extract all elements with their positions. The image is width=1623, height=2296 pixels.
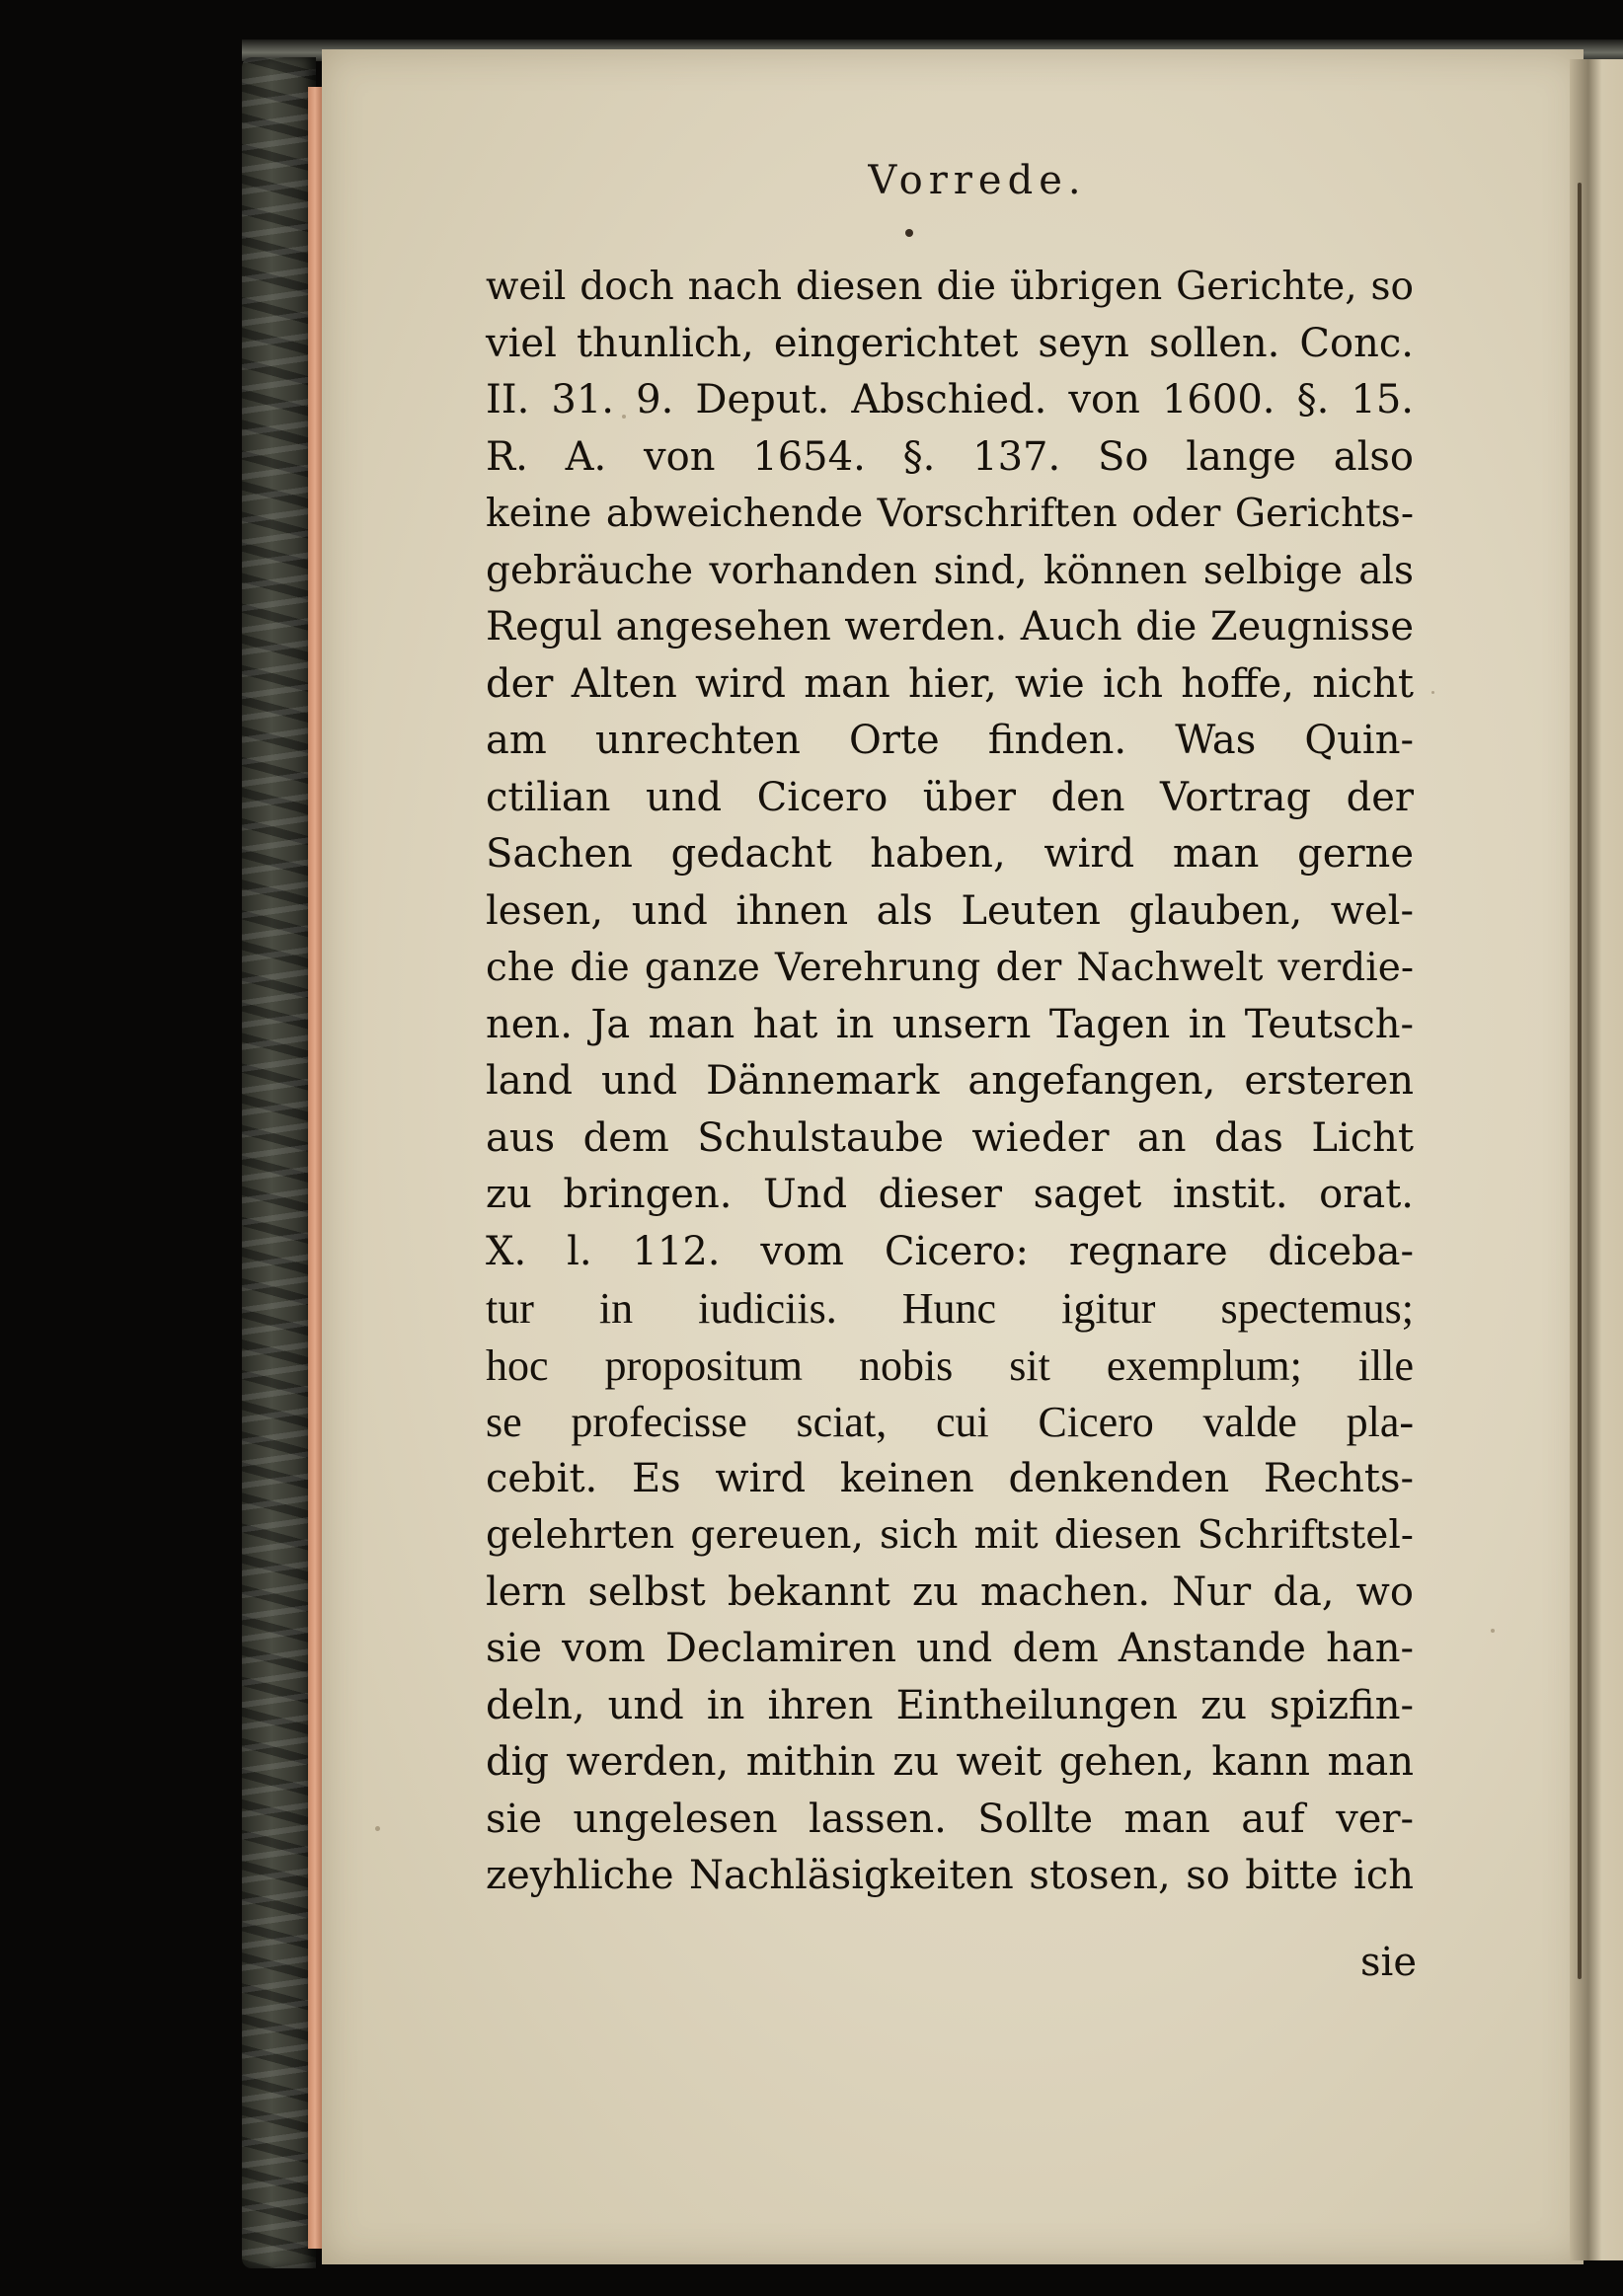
text-line: sie ungelesen lassen. Sollte man auf ver- (486, 1796, 1414, 1842)
text-line: viel thunlich, eingerichtet seyn sollen. Conc. (486, 320, 1414, 366)
text-line: X. l. 112. vom Cicero: regnare diceba- (486, 1228, 1414, 1274)
text-line: land und Dännemark angefangen, ersteren (486, 1058, 1414, 1104)
marbled-cover (242, 57, 316, 2268)
running-head: Vorrede. (868, 158, 1087, 203)
text-line: zu bringen. Und dieser saget instit. orat. (486, 1172, 1414, 1217)
text-line-latin: tur in iudiciis. Hunc igitur spectemus; (486, 1284, 1414, 1333)
text-line: zeyhliche Nachläsigkeiten stosen, so bitte ich (486, 1853, 1414, 1898)
text-line: Regul angesehen werden. Auch die Zeugnisse (486, 604, 1414, 650)
text-line: deln, und in ihren Eintheilungen zu spizfin- (486, 1682, 1414, 1728)
text-line: nen. Ja man hat in unsern Tagen in Teutsch- (486, 1001, 1414, 1047)
text-line: Sachen gedacht haben, wird man gerne (486, 831, 1414, 877)
text-line-latin: hoc propositum nobis sit exemplum; ille (486, 1340, 1414, 1390)
text-line: ctilian und Cicero über den Vortrag der (486, 774, 1414, 820)
text-line: aus dem Schulstaube wieder an das Licht (486, 1114, 1414, 1161)
text-line: lesen, und ihnen als Leuten glauben, wel- (486, 887, 1414, 934)
text-line: dig werden, mithin zu weit gehen, kann man (486, 1739, 1414, 1785)
text-line: der Alten wird man hier, wie ich hoffe, nicht (486, 660, 1414, 707)
text-line: lern selbst bekannt zu machen. Nur da, wo (486, 1569, 1414, 1615)
catchword: sie (1360, 1940, 1417, 1985)
paper-speck (1431, 691, 1434, 694)
ornament-dot (905, 229, 913, 237)
paper-speck (375, 1826, 380, 1831)
text-line: gelehrten gereuen, sich mit diesen Schriftstel- (486, 1513, 1414, 1558)
text-line: keine abweichende Vorschriften oder Gerichts- (486, 492, 1414, 536)
text-line: R. A. von 1654. §. 137. So lange also (486, 433, 1414, 480)
red-page-edge (308, 87, 322, 2249)
text-line: gebräuche vorhanden sind, können selbige als (486, 548, 1414, 593)
text-line: am unrechten Orte finden. Was Quin- (486, 718, 1414, 763)
text-line: II. 31. 9. Deput. Abschied. von 1600. §. 15. (486, 377, 1414, 422)
paper-speck (1491, 1629, 1495, 1633)
body-text (486, 259, 1414, 1905)
text-line: che die ganze Verehrung der Nachwelt verdie- (486, 946, 1414, 990)
text-line-latin: se profecisse sciat, cui Cicero valde pla- (486, 1398, 1414, 1446)
text-line: weil doch nach diesen die übrigen Gerichte, so (486, 265, 1414, 309)
gutter-fold-shadow (1578, 183, 1582, 1979)
text-line: cebit. Es wird keinen denkenden Rechts- (486, 1455, 1414, 1501)
text-line: sie vom Declamiren und dem Anstande han- (486, 1626, 1414, 1671)
